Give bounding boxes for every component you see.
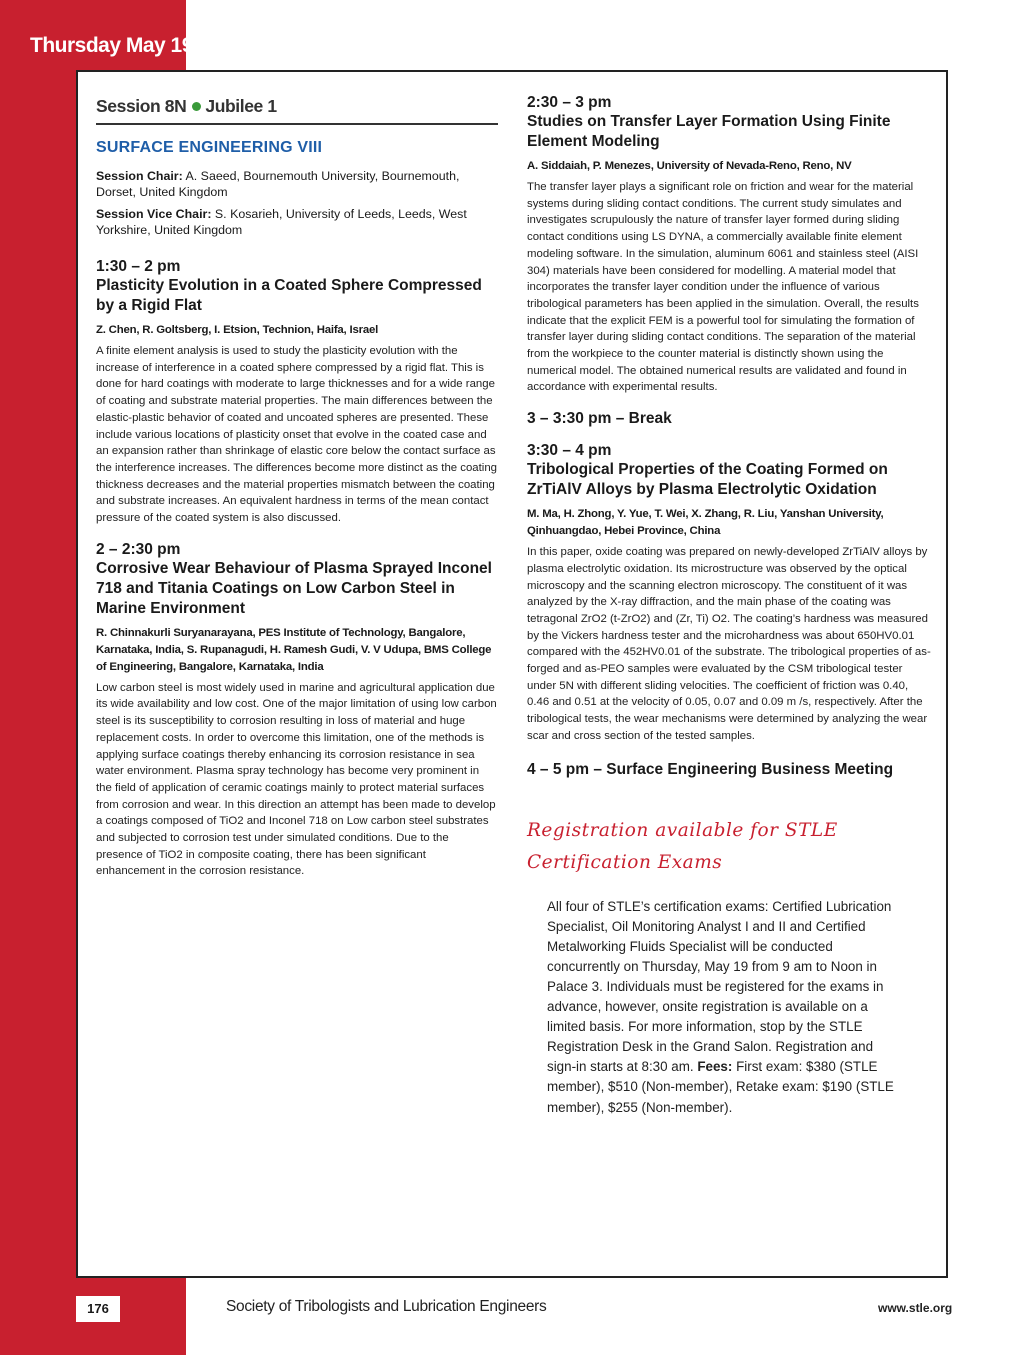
day-header: Thursday May 19 [30,34,193,57]
talk-abstract: The transfer layer plays a significant role on friction and wear for the material systems during sliding contact conditions. The current study simulates and investigates scrupulously the nature of transfer layer formed during sliding contact conditions using LS DYNA, a commercially available finite element modeling software. In the simulation, aluminum 6061 and stainless steel (AISI 304) materials have been considered for modelling. A material model that incorporates the transfer layer condition under the influence of various tribological parameters has been applied in the simulation. Overall, the results indicate that the explicit FEM is a powerful tool for simulating the formation of transfer layer during sliding contact conditions. The separation of the material from the workpiece to the counter material is distinctly shown using the numerical model. The obtained numerical results are validated and found in accordance with experimental results. [527,181,919,394]
session-room: Jubilee 1 [205,96,277,116]
footer-url: www.stle.org [878,1301,953,1315]
talk-abstract: Low carbon steel is most widely used in marine and agricultural application due its wide availability and low cost. One of the major limitation of using low carbon steel is its susceptibility to corrosion resulting in loss of material and huge replacement costs. In order to overcome this limitation, one of the methods is applying surface coatings thereby enhancing its corrosion resistance in sea water environment. Plasma spray technology has become very prominent in the field of application of ceramic coatings mainly to protect material surfaces from corrosion and wear. In this direction an attempt has been made to develop a coatings composed of TiO2 and Inconel 718 on Low carbon steel substrates and subjected to corrosion test under simulated conditions. Due to the presence of TiO2 in composite coating, there has been significant enhancement in the corrosion resistance. [96,681,497,878]
registration-text: All four of STLE’s certification exams: Certified Lubrication Specialist, Oil Monitoring Analyst I and II and Certified Metalworking Fluids Specialist will be conducted concurrently on Thursday, May 19 from 9 am to Noon in Palace 3. Individuals must be registered for the exams in advance, however, onsite registration is available on a limited basis. For more information, stop by the STLE Registration Desk in the Grand Salon. Registration and sign-in starts at 8:30 am. [547,898,892,1075]
session-label: Session 8N [96,96,187,116]
break-item: 3 – 3:30 pm – Break [527,410,672,428]
session-title: SURFACE ENGINEERING VIII [96,139,323,156]
talk-title: Studies on Transfer Layer Formation Using Finite Element Modeling [527,113,891,150]
talk-title: Corrosive Wear Behaviour of Plasma Sprayed Inconel 718 and Titania Coatings on Low Carbon Steel in Marine Environment [96,559,492,617]
right-column [527,94,932,1118]
talk-authors: Z. Chen, R. Goltsberg, I. Etsion, Technion, Haifa, Israel [96,324,379,336]
bullet-icon [192,102,201,111]
session-heading [96,96,498,117]
vice-chair-name: S. Kosarieh, University of Leeds, Leeds, West Yorkshire, United Kingdom [96,207,467,237]
talk-title: Plasticity Evolution in a Coated Sphere Compressed by a Rigid Flat [96,277,482,314]
fees-label: Fees: [697,1059,733,1075]
talk-time: 2 – 2:30 pm [96,540,181,558]
registration-body [547,897,897,1118]
chair-name: A. Saeed, Bournemouth University, Bournemouth, Dorset, United Kingdom [96,169,460,199]
talk-authors: A. Siddaiah, P. Menezes, University of Nevada-Reno, Reno, NV [527,160,852,172]
footer-organization: Society of Tribologists and Lubrication Engineers [226,1298,547,1315]
talk-authors: M. Ma, H. Zhong, Y. Yue, T. Wei, X. Zhang, R. Liu, Yanshan University, Qinhuangdao, Hebei Province, China [527,508,884,538]
chair-label: Session Chair: [96,169,183,183]
talk-abstract: In this paper, oxide coating was prepared on newly-developed ZrTiAlV alloys by plasma electrolytic oxidation. Its microstructure was observed by the optical microscopy and the scanning electron microscopy. The constituent of it was analyzed by the X-ray diffraction, and the main phase of the coating was tetragonal ZrO2 (t-ZrO2) and (Zr, Ti) O2. The coating’s hardness was measured by the Vickers hardness tester and the microhardness was about 650HV0.01 compared with the 452HV0.01 of the substrate. The tribological properties of as-forged and as-PEO samples were evaluated by the CSM tribological tester under 5N with different sliding velocities. The coefficient of friction was 0.40, 0.46 and 0.51 at the velocity of 0.05, 0.07 and 0.09 m /s, respectively. After the tribological tests, the wear mechanisms were determined by analyzing the wear scar and cross section of the tested samples. [527,546,931,742]
page-number: 176 [76,1296,120,1322]
talk-title: Tribological Properties of the Coating Formed on ZrTiAlV Alloys by Plasma Electrolytic Oxidation [527,461,888,499]
session-vice-chair [96,207,498,238]
talk-abstract: A finite element analysis is used to study the plasticity evolution with the increase of interference in a coated sphere compressed by a rigid flat. This is done for hard coatings with moderate to large thicknesses and for a wide range of coating and substrate material properties. The main differences between the elastic-plastic behavior of coated and uncoated spheres are presented. These include various locations of plasticity onset that evolve in the coated case and an expansion rather than shrinkage of elastic core below the contact surface as the interference increases. The differences become more distinct as the coating thickness decreases and the material properties mismatch between the coating and substrate increases. An equivalent hardness in terms of the mean contact pressure of the coated system is also discussed. [96,345,498,525]
talk-time: 2:30 – 3 pm [527,94,612,111]
talk-time: 3:30 – 4 pm [527,442,612,460]
divider [96,123,498,125]
business-meeting-item: 4 – 5 pm – Surface Engineering Business Meeting [527,760,894,778]
talk-time: 1:30 – 2 pm [96,258,181,275]
registration-heading: Registration available for STLE Certification Exams [527,819,838,873]
talk-authors: R. Chinnakurli Suryanarayana, PES Institute of Technology, Bangalore, Karnataka, India, S. Rupanagudi, H. Ramesh Gudi, V. V Udupa, BMS College of Engineering, Bangalore, Karnataka, India [96,626,492,673]
vice-chair-label: Session Vice Chair: [96,207,212,221]
left-column [96,96,498,880]
fees-text: First exam: $380 (STLE member), $510 (Non-member), Retake exam: $190 (STLE member), $255 (Non-member). [547,1059,894,1115]
session-chair [96,169,498,200]
